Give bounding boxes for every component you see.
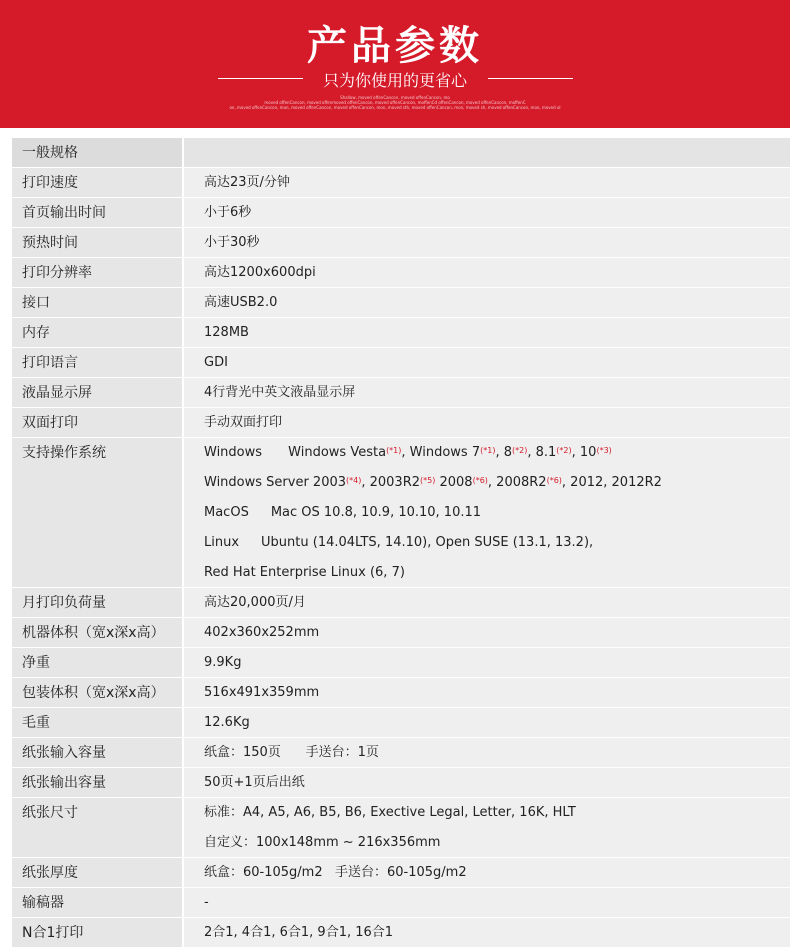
os-version: Windows Server 2003 [204, 475, 347, 490]
spec-row [12, 318, 790, 348]
spec-value: 128MB [184, 318, 790, 347]
footnote-mark: (*6) [546, 476, 562, 485]
spec-value: 516x491x359mm [184, 678, 790, 707]
subtitle-row [0, 68, 790, 88]
spec-row [12, 378, 790, 408]
footnote-mark: (*1) [386, 446, 402, 455]
os-version: , 8.1 [527, 445, 557, 460]
os-line-redhat [204, 558, 790, 588]
os-version: , Windows 7 [401, 445, 481, 460]
spec-value: 50页+1页后出纸 [184, 768, 790, 797]
spec-label: N合1打印 [12, 918, 182, 947]
spec-label: 毛重 [12, 708, 182, 737]
spec-value: 9.9Kg [184, 648, 790, 677]
spec-row [12, 918, 790, 948]
spec-label: 净重 [12, 648, 182, 677]
spec-value: 手动双面打印 [184, 408, 790, 437]
spec-row [12, 288, 790, 318]
spec-row [12, 858, 790, 888]
paper-size-custom: 自定义：100x148mm ~ 216x356mm [204, 835, 441, 850]
spec-value: 高达20,000页/月 [184, 588, 790, 617]
divider-right [488, 78, 573, 79]
os-version: Windows Vesta [288, 445, 387, 460]
footnote-mark: (*5) [420, 476, 436, 485]
spec-row [12, 228, 790, 258]
spec-row-paper-size [12, 798, 790, 858]
spec-label: 纸张尺寸 [12, 798, 182, 857]
spec-row [12, 888, 790, 918]
spec-label: 输稿器 [12, 888, 182, 917]
header-banner [0, 0, 790, 128]
footnote-mark: (*2) [556, 446, 572, 455]
page-title: 产品参数 [307, 23, 483, 69]
footnote-mark: (*2) [512, 446, 528, 455]
spec-value: 纸盒：150页 手送台：1页 [184, 738, 790, 767]
spec-value: 小于6秒 [184, 198, 790, 227]
spec-label: 双面打印 [12, 408, 182, 437]
spec-row [12, 138, 790, 168]
spec-value: 高达23页/分钟 [184, 168, 790, 197]
footnote-mark: (*3) [596, 446, 612, 455]
spec-label: 预热时间 [12, 228, 182, 257]
spec-label: 接口 [12, 288, 182, 317]
spec-value: GDI [184, 348, 790, 377]
spec-row [12, 618, 790, 648]
os-version: Red Hat Enterprise Linux (6, 7) [204, 565, 405, 580]
spec-label: 机器体积（宽x深x高） [12, 618, 182, 647]
spec-value: 小于30秒 [184, 228, 790, 257]
os-version: Ubuntu (14.04LTS, 14.10), Open SUSE (13.1, 13.2), [261, 535, 594, 550]
spec-value: 2合1, 4合1, 6合1, 9合1, 16合1 [184, 918, 790, 947]
os-line-linux [204, 528, 790, 558]
spec-value: 402x360x252mm [184, 618, 790, 647]
spec-label: 包装体积（宽x深x高） [12, 678, 182, 707]
footnote-mark: (*1) [480, 446, 496, 455]
spec-value: 纸盒：60-105g/m2 手送台：60-105g/m2 [184, 858, 790, 887]
spec-value: 高速USB2.0 [184, 288, 790, 317]
spec-value: - [184, 888, 790, 917]
spec-label: 打印速度 [12, 168, 182, 197]
spec-label: 打印语言 [12, 348, 182, 377]
spec-table [12, 138, 790, 948]
spec-label: 纸张输入容量 [12, 738, 182, 767]
spec-row [12, 678, 790, 708]
spec-value [184, 798, 790, 857]
footnote-mark: (*4) [346, 476, 362, 485]
spec-row [12, 768, 790, 798]
os-version: , 2012, 2012R2 [561, 475, 662, 490]
spec-label: 月打印负荷量 [12, 588, 182, 617]
os-version: , 10 [571, 445, 597, 460]
spec-row [12, 168, 790, 198]
os-list [184, 438, 790, 587]
os-version: , 2008R2 [487, 475, 547, 490]
os-line-windows-server [204, 468, 790, 498]
micro-line: moved offenCancon, moved offenmoved offenCancon, moved offenCancon, moffenCd offenCancon, moved offenCancon, moffenC [264, 100, 526, 105]
micro-line: Shallow, moved offenCancon, moved offenCancon, mo [340, 95, 450, 100]
spec-row [12, 258, 790, 288]
spec-row [12, 588, 790, 618]
spec-label: 支持操作系统 [12, 438, 182, 587]
spec-label: 内存 [12, 318, 182, 347]
paper-size-standard: 标准：A4, A5, A6, B5, B6, Exective Legal, Letter, 16K, HLT [204, 805, 576, 820]
spec-row [12, 648, 790, 678]
spec-value: 高达1200x600dpi [184, 258, 790, 287]
spec-row-os [12, 438, 790, 588]
micro-line: on, moved offenCancon, mon, moved offenCancon, moved offenCancon, mon, moved sth, moved offenCancon, mon, moved sh, moved offenCancon, mon, moved ol [229, 105, 561, 110]
micro-text [0, 95, 790, 110]
spec-value [184, 138, 790, 167]
spec-label: 液晶显示屏 [12, 378, 182, 407]
spec-label: 纸张输出容量 [12, 768, 182, 797]
os-version: , 2003R2 [361, 475, 421, 490]
os-version: 2008 [435, 475, 473, 490]
spec-label: 纸张厚度 [12, 858, 182, 887]
spec-value: 4行背光中英文液晶显示屏 [184, 378, 790, 407]
spec-row [12, 708, 790, 738]
os-family: Windows [204, 445, 263, 460]
spec-row [12, 408, 790, 438]
page-subtitle: 只为你使用的更省心 [322, 71, 467, 90]
footnote-mark: (*6) [472, 476, 488, 485]
os-family: MacOS [204, 505, 249, 520]
os-family: Linux [204, 535, 240, 550]
spec-value: 12.6Kg [184, 708, 790, 737]
os-version: , 8 [495, 445, 512, 460]
spec-label: 一般规格 [12, 138, 182, 167]
spec-label: 首页输出时间 [12, 198, 182, 227]
os-line-windows [204, 438, 790, 468]
spec-row [12, 198, 790, 228]
os-version: Mac OS 10.8, 10.9, 10.10, 10.11 [270, 505, 482, 520]
spec-row [12, 738, 790, 768]
os-line-mac [204, 498, 790, 528]
spec-label: 打印分辨率 [12, 258, 182, 287]
spec-row [12, 348, 790, 378]
